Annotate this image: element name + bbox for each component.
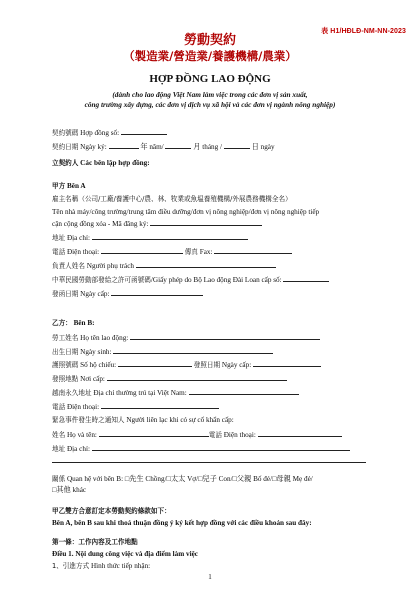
dob-row: 出生日期 Ngày sinh: [52,347,273,357]
contact-address-row: 地址 Địa chỉ: [52,444,350,454]
contact-name-row: 姓名 Họ và tên: 電話 Điện thoại: [52,430,342,440]
relation-option-son[interactable]: □兒子 Con/ [198,475,233,483]
vn-title: HỢP ĐỒNG LAO ĐỘNG [149,73,271,85]
employer-name-label-zh: 雇主名稱（公司/工廠/養護中心/農、林、牧業或魚塭養殖機構/外展農務機構全名） [52,195,292,203]
relation-option-other[interactable]: □其他 khác [52,486,87,494]
passport-place-row: 發照地點 Nơi cấp: [52,374,287,384]
party-b-heading: 乙方： Bên B: [52,319,95,327]
relation-row: 關係 Quan hệ với bên B: □先生 Chồng/□太太 Vợ/□兒子 Con/□父親 Bố đẻ/□母親 Mẹ đẻ/ [52,475,313,483]
person-in-charge-row: 負責人姓名 Người phụ trách [52,261,276,271]
employer-name-label-vn-1: Tên nhà máy/công trường/trung tâm điều dưỡng/đơn vị nông nghiệp/đơn vị nông nghiệp tiếp [52,208,320,216]
worker-name-row: 勞工姓名 Họ tên lao động: [52,333,320,343]
permit-row: 中華民國勞動部發給之許可函號碼/Giấy phép do Bộ Lao động Đài Loan cấp số: [52,275,329,285]
article-1-vn: Điều 1. Nội dung công việc và địa điểm làm việc [52,550,198,558]
contract-number-row: 契約號碼 Hợp đồng số: [52,128,167,138]
parties-heading: 立契約人 Các bên lập hợp đồng: [52,159,150,167]
passport-row: 護照號碼 Số hộ chiếu: 發照日期 Ngày cấp: [52,360,321,370]
emergency-row: 緊急事件發生時之通知人 Người liên lạc khi có sự cố khẩn cấp: [52,416,234,424]
relation-option-husband[interactable]: □先生 Chồng/ [124,475,167,483]
vn-subtitle-1: (dành cho lao động Việt Nam làm việc trong các đơn vị sản xuất, [112,90,308,99]
form-code: 表 H1/HĐLĐ-NM-NN-2023 [321,28,406,35]
article-1-item-1: 1、引進方式 Hình thức tiếp nhận: [52,562,151,570]
permit-issue-date-row: 發函日期 Ngày cấp: [52,289,203,299]
party-a-heading: 甲方 Bên A [52,182,86,190]
contract-number-blank [121,128,167,135]
party-a-phone-row: 電話 Điện thoại: 傳真 Fax: [52,247,292,257]
zh-title: 勞動契約 [183,33,236,48]
employer-name-row: cận cộng đồng xóa - Mã đăng ký: [52,219,262,229]
vn-subtitle-2: công trường xây dựng, các đơn vị dịch vụ xã hội và các đơn vị ngành nông nghiệp) [84,100,336,109]
contact-address-line-2 [52,462,366,463]
contract-date-row: 契約日期 Ngày ký: 年 năm/ 月 tháng / 日 ngày [52,143,275,151]
relation-option-mother[interactable]: □母親 Mẹ đẻ/ [272,475,313,483]
agreement-zh: 甲乙雙方合意訂定本勞動契約條款如下： [52,507,171,515]
article-1-zh: 第一條：工作內容及工作地點 [52,538,138,546]
party-a-address-row: 地址 Địa chỉ: [52,233,248,243]
relation-other-row [52,486,86,495]
relation-option-father[interactable]: □父親 Bố đẻ/ [232,475,273,483]
vn-address-row: 越南永久地址 Địa chỉ thường trú tại Việt Nam: [52,388,299,398]
relation-option-wife[interactable]: □太太 Vợ/ [166,475,199,483]
party-b-phone-row: 電話 Điện thoại: [52,402,219,412]
zh-subtitle: （製造業/營造業/養護機構/農業） [123,49,297,63]
agreement-vn: Bên A, bên B sau khi thoả thuận đồng ý ký kết hợp đồng với các điều khoản sau đây: [52,519,312,527]
page-number: 1 [208,573,212,581]
